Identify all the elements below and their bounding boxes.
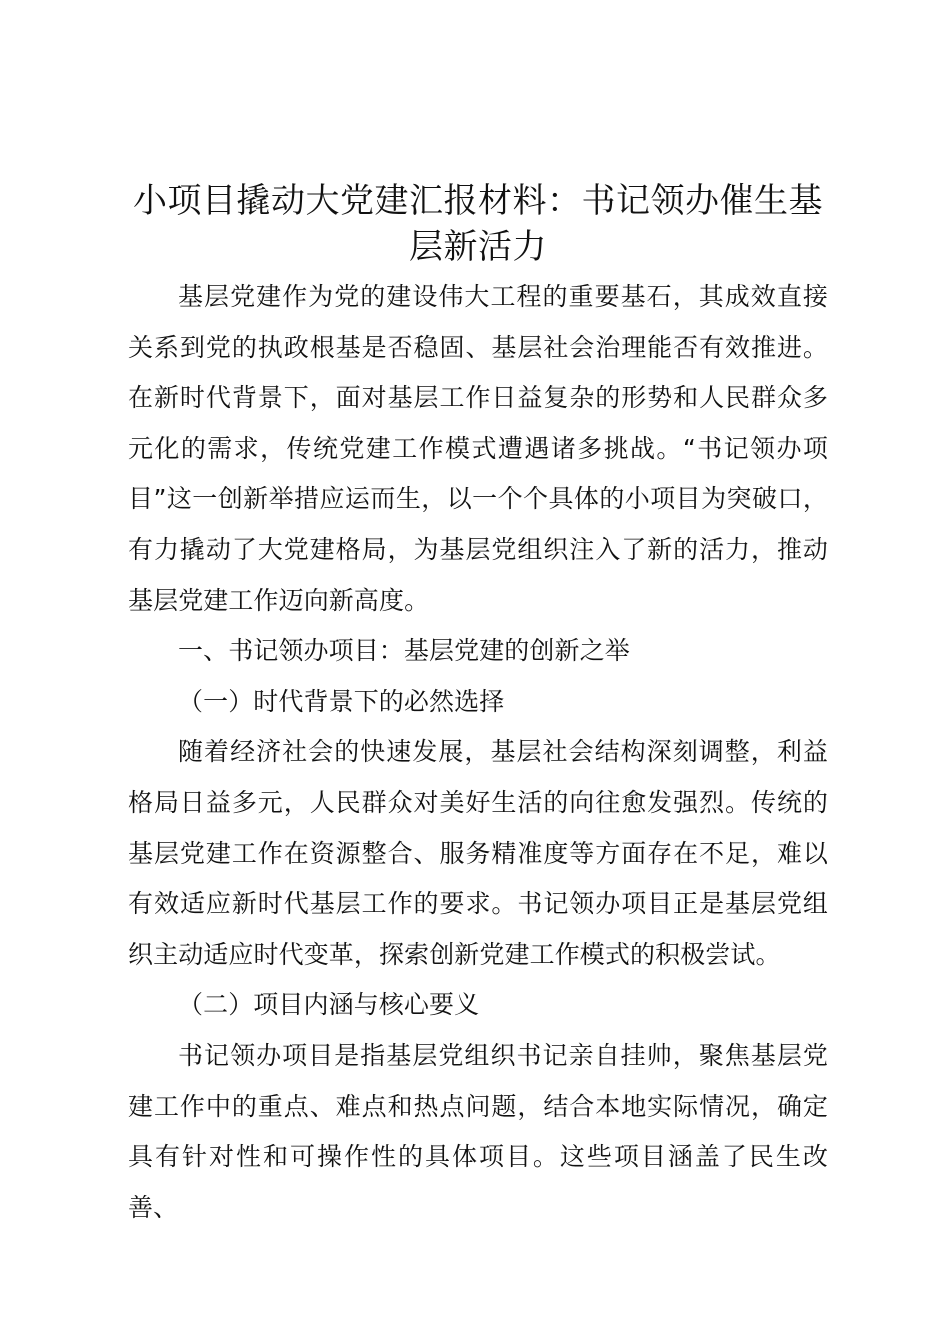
document-body [128, 178, 828, 1233]
section-heading-1: 一、书记领办项目：基层党建的创新之举 [178, 636, 630, 666]
paragraph-background: 随着经济社会的快速发展，基层社会结构深刻调整，利益格局日益多元，人民群众对美好生活的向往愈发强烈。传统的基层党建工作在资源整合、服务精准度等方面存在不足，难以有效适应新时代基层工作的要求。书记领办项目正是基层党组织主动适应时代变革，探索创新党建工作模式的积极尝试。 [128, 737, 828, 969]
subsection-heading-2: （二）项目内涵与核心要义 [178, 990, 480, 1020]
paragraph-intro: 基层党建作为党的建设伟大工程的重要基石，其成效直接关系到党的执政根基是否稳固、基层社会治理能否有效推进。在新时代背景下，面对基层工作日益复杂的形势和人民群众多元化的需求，传统党建工作模式遭遇诸多挑战。“书记领办项目”这一创新举措应运而生，以一个个具体的小项目为突破口，有力撬动了大党建格局，为基层党组织注入了新的活力，推动基层党建工作迈向新高度。 [128, 282, 828, 615]
subsection-heading-1: （一）时代背景下的必然选择 [178, 686, 505, 716]
paragraph-connotation: 书记领办项目是指基层党组织书记亲自挂帅，聚焦基层党建工作中的重点、难点和热点问题，结合本地实际情况，确定具有针对性和可操作性的具体项目。这些项目涵盖了民生改善、 [128, 1040, 828, 1222]
document-title: 小项目撬动大党建汇报材料：书记领办催生基层新活力 [133, 181, 823, 267]
